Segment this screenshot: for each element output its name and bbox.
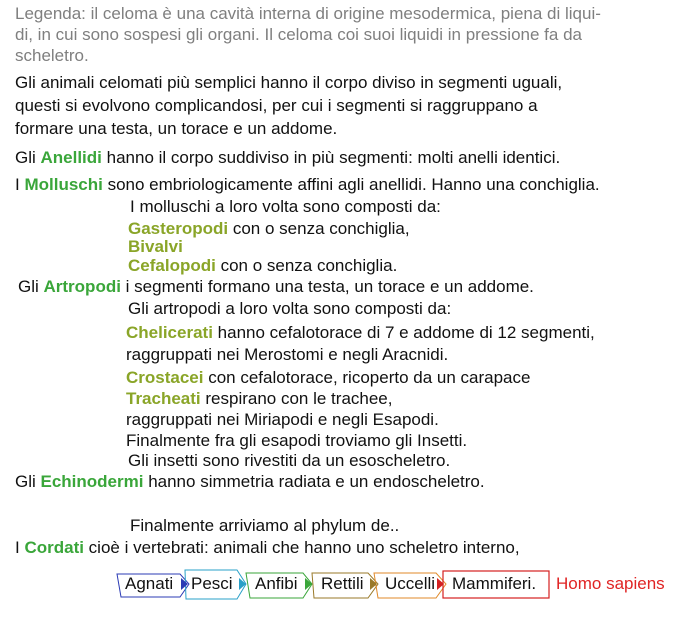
insetti-line-2: Gli insetti sono rivestiti da un esoscheletro. bbox=[128, 451, 451, 470]
artropodi-desc: i segmenti formano una testa, un torace e un addome. bbox=[120, 277, 534, 296]
insetti-line-1: Finalmente fra gli esapodi troviamo gli Insetti. bbox=[126, 431, 468, 450]
chain-tip-pesci bbox=[239, 578, 246, 590]
chain-item-anfibi: Anfibi bbox=[255, 574, 298, 593]
chain-item-pesci: Pesci bbox=[191, 574, 233, 593]
legend-line-2: di, in cui sono sospesi gli organi. Il celoma coi suoi liquidi in pressione fa da bbox=[15, 25, 582, 44]
molluschi-desc: sono embriologicamente affini agli anellidi. Hanno una conchiglia. bbox=[102, 175, 600, 194]
legend-line-1: Legenda: il celoma è una cavità interna di origine mesodermica, piena di liqui- bbox=[15, 4, 601, 23]
chain-item-agnati: Agnati bbox=[125, 574, 174, 593]
phylum-artropodi: Artropodi bbox=[43, 277, 121, 296]
legend-line-3: scheletro. bbox=[15, 46, 89, 65]
crostacei-desc: con cefalotorace, ricoperto da un carapace bbox=[203, 368, 531, 387]
cordati-desc: cioè i vertebrati: animali che hanno uno scheletro interno, bbox=[83, 538, 520, 557]
class-gasteropodi: Gasteropodi bbox=[128, 219, 229, 238]
tracheati-desc: respirano con le trachee, bbox=[200, 389, 393, 408]
cefalopodi-desc: con o senza conchiglia. bbox=[215, 256, 398, 275]
phylum-intro: Finalmente arriviamo al phylum de.. bbox=[130, 516, 400, 535]
class-bivalvi: Bivalvi bbox=[128, 237, 183, 256]
phylum-anellidi: Anellidi bbox=[40, 148, 102, 167]
intro-line-3: formare una testa, un torace e un addome. bbox=[15, 119, 338, 138]
echinodermi-desc: hanno simmetria radiata e un endoscheletro. bbox=[143, 472, 485, 491]
anellidi-desc: hanno il corpo suddiviso in più segmenti: molti anelli identici. bbox=[101, 148, 561, 167]
phylum-echinodermi: Echinodermi bbox=[40, 472, 144, 491]
chelicerati-desc: hanno cefalotorace di 7 e addome di 12 segmenti, bbox=[212, 323, 595, 342]
chain-item-uccelli: Uccelli bbox=[385, 574, 436, 593]
class-cefalopodi: Cefalopodi bbox=[128, 256, 216, 275]
tracheati-desc-2: raggruppati nei Miriapodi e negli Esapodi. bbox=[126, 410, 439, 429]
gasteropodi-desc: con o senza conchiglia, bbox=[228, 219, 410, 238]
anellidi-pre: Gli bbox=[15, 148, 41, 167]
class-tracheati: Tracheati bbox=[126, 389, 201, 408]
artropodi-sub-intro: Gli artropodi a loro volta sono composti da: bbox=[128, 299, 452, 318]
chain-tip-agnati bbox=[181, 578, 188, 590]
intro-line-2: questi si evolvono complicandosi, per cui i segmenti si raggruppano a bbox=[15, 96, 538, 115]
molluschi-pre: I bbox=[15, 175, 25, 194]
artropodi-pre: Gli bbox=[18, 277, 44, 296]
molluschi-sub-intro: I molluschi a loro volta sono composti da: bbox=[130, 197, 441, 216]
chain-item-rettili: Rettili bbox=[321, 574, 364, 593]
class-crostacei: Crostacei bbox=[126, 368, 204, 387]
intro-line-1: Gli animali celomati più semplici hanno il corpo diviso in segmenti uguali, bbox=[15, 73, 563, 92]
chain-item-mammiferi: Mammiferi. bbox=[452, 574, 537, 593]
phylum-cordati: Cordati bbox=[24, 538, 84, 557]
phylum-molluschi: Molluschi bbox=[24, 175, 103, 194]
echinodermi-pre: Gli bbox=[15, 472, 41, 491]
cordati-pre: I bbox=[15, 538, 25, 557]
class-chelicerati: Chelicerati bbox=[126, 323, 213, 342]
chain-final-homo-sapiens: Homo sapiens bbox=[556, 574, 665, 593]
chelicerati-desc-2: raggruppati nei Merostomi e negli Aracnidi. bbox=[126, 345, 449, 364]
